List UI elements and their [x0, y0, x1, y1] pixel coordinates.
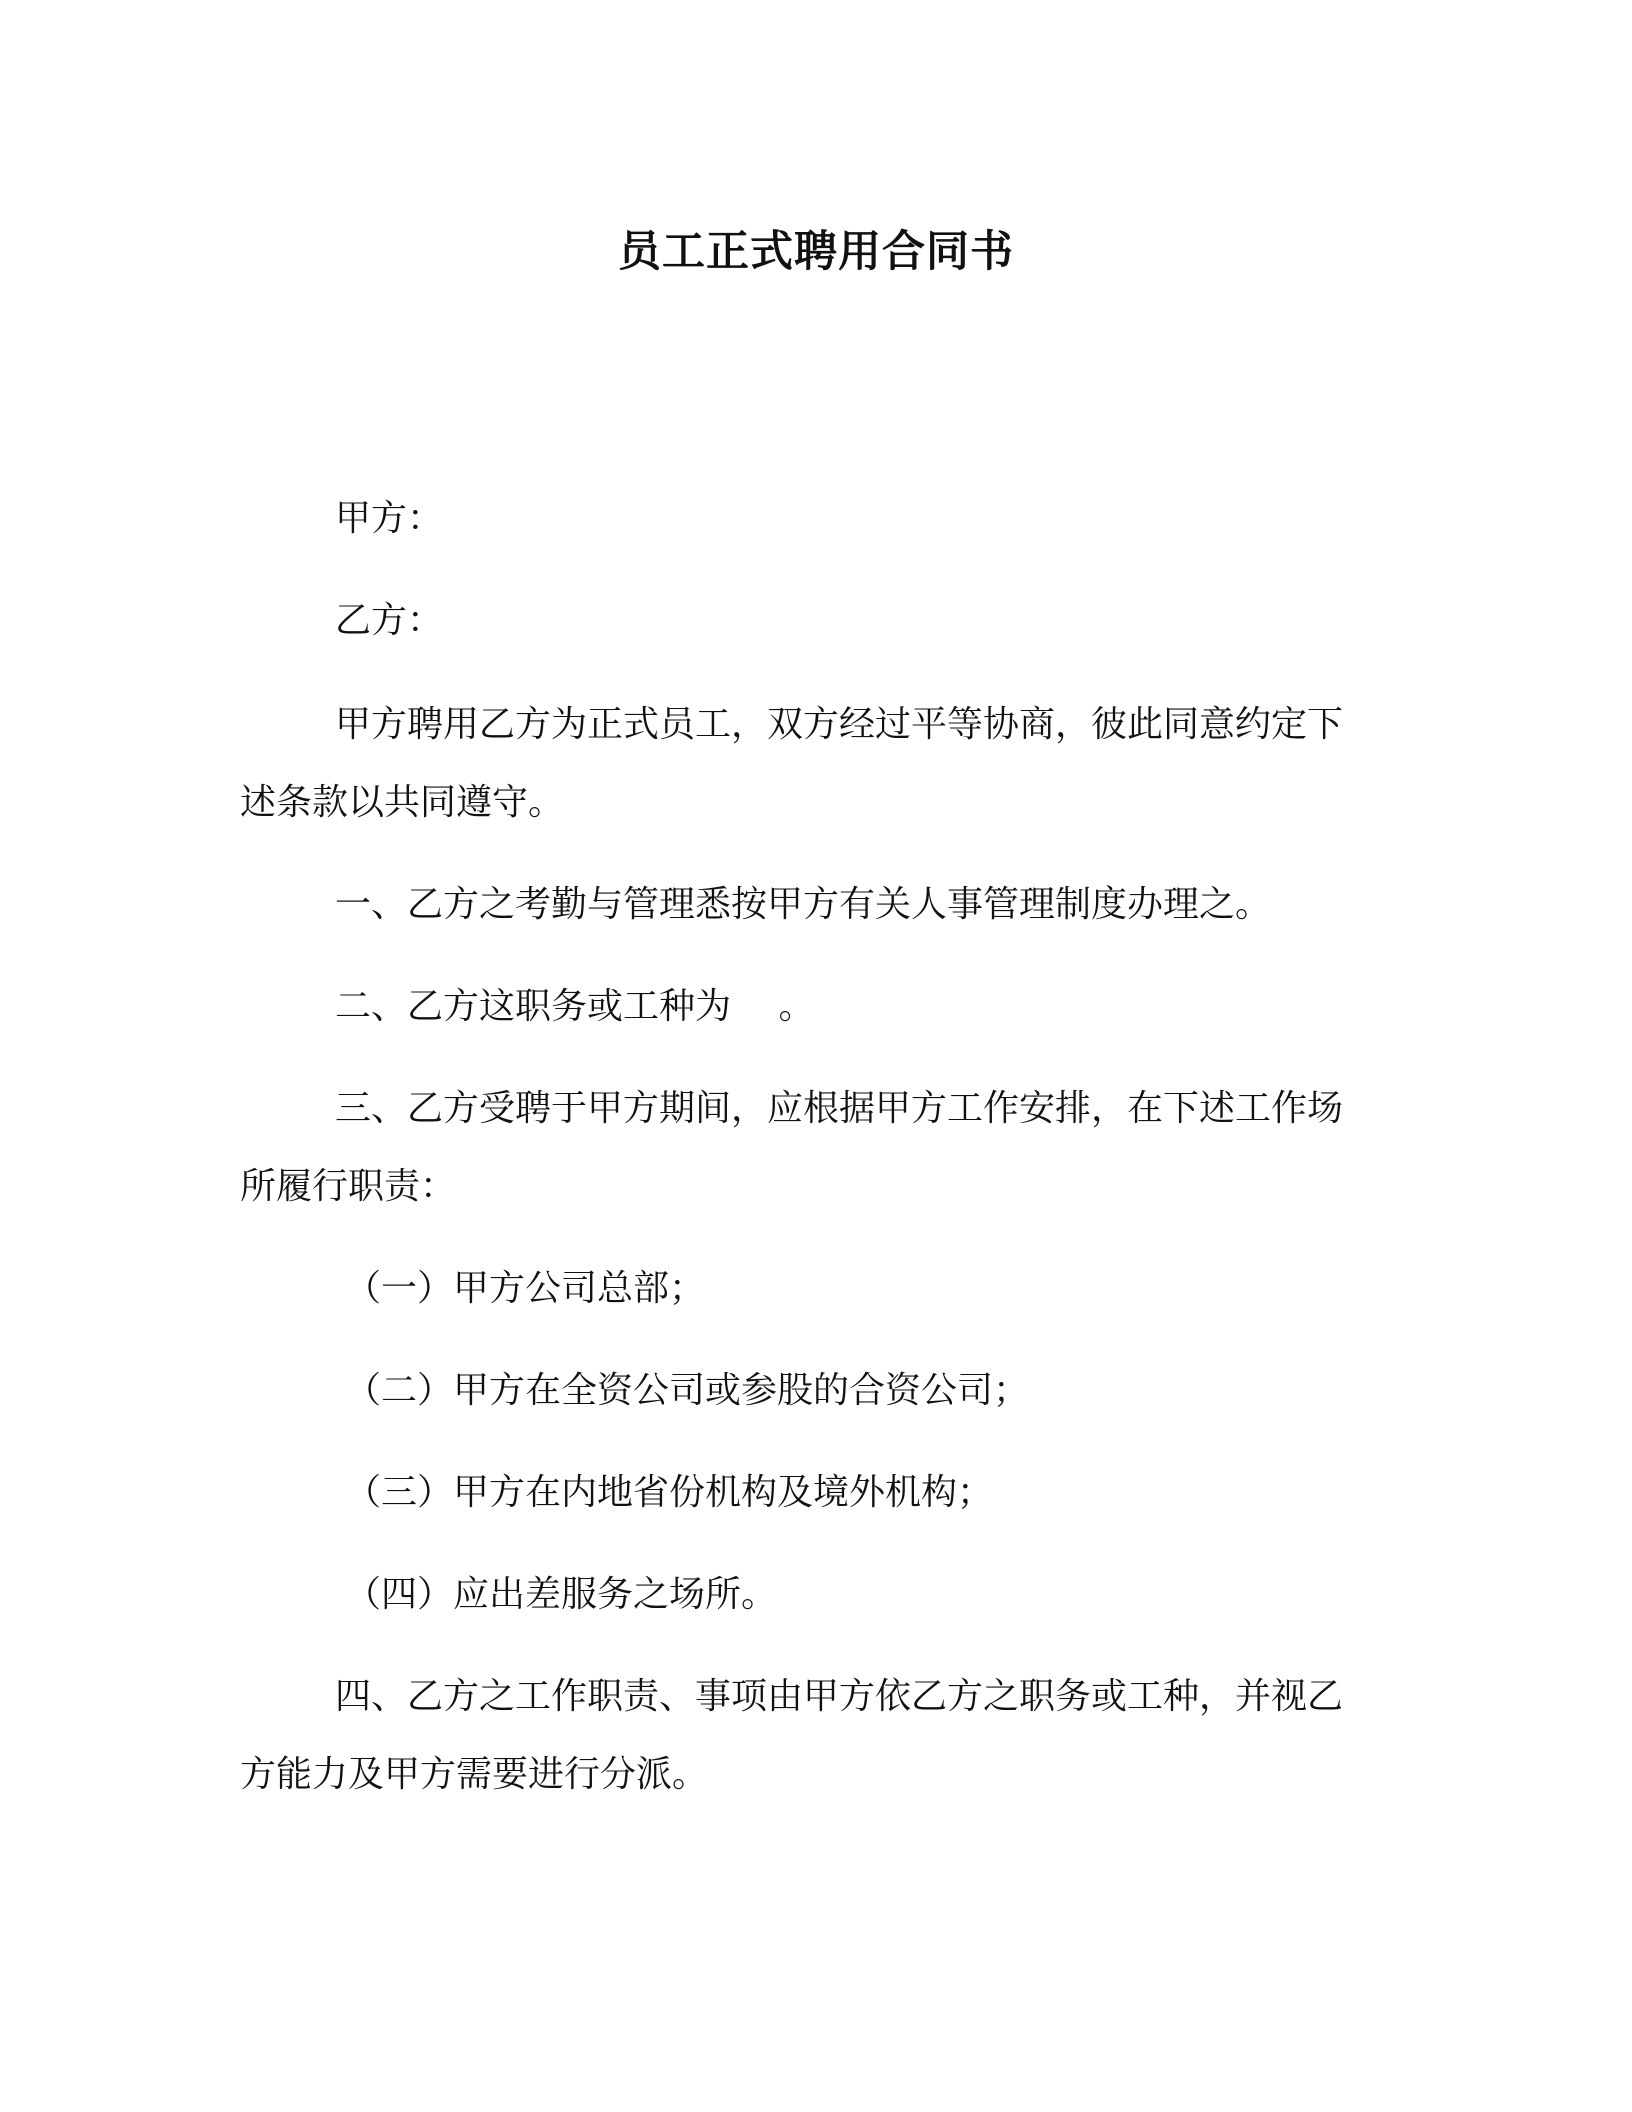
clause-3-item: （四）应出差服务之场所。	[345, 1574, 778, 1615]
intro-paragraph-line-1: 甲方聘用乙方为正式员工，双方经过平等协商，彼此同意约定下	[335, 704, 1344, 745]
clause-1: 一、乙方之考勤与管理悉按甲方有关人事管理制度办理之。	[335, 884, 1272, 925]
clause-2: 二、乙方这职务或工种为 。	[335, 986, 815, 1027]
clause-3-item: （二）甲方在全资公司或参股的合资公司；	[345, 1370, 1030, 1411]
intro-paragraph-line-2: 述条款以共同遵守。	[240, 782, 565, 823]
document-title: 员工正式聘用合同书	[618, 227, 1014, 277]
clause-3-item: （三）甲方在内地省份机构及境外机构；	[345, 1472, 994, 1513]
party-a-label: 甲方：	[335, 498, 444, 539]
clause-3-item: （一）甲方公司总部；	[345, 1268, 706, 1309]
clause-3-line-1: 三、乙方受聘于甲方期间，应根据甲方工作安排，在下述工作场	[335, 1088, 1344, 1129]
clause-3-line-2: 所履行职责：	[240, 1166, 457, 1207]
clause-4-line-2: 方能力及甲方需要进行分派。	[240, 1754, 709, 1795]
clause-4-line-1: 四、乙方之工作职责、事项由甲方依乙方之职务或工种，并视乙	[335, 1676, 1344, 1717]
party-b-label: 乙方：	[335, 600, 444, 641]
